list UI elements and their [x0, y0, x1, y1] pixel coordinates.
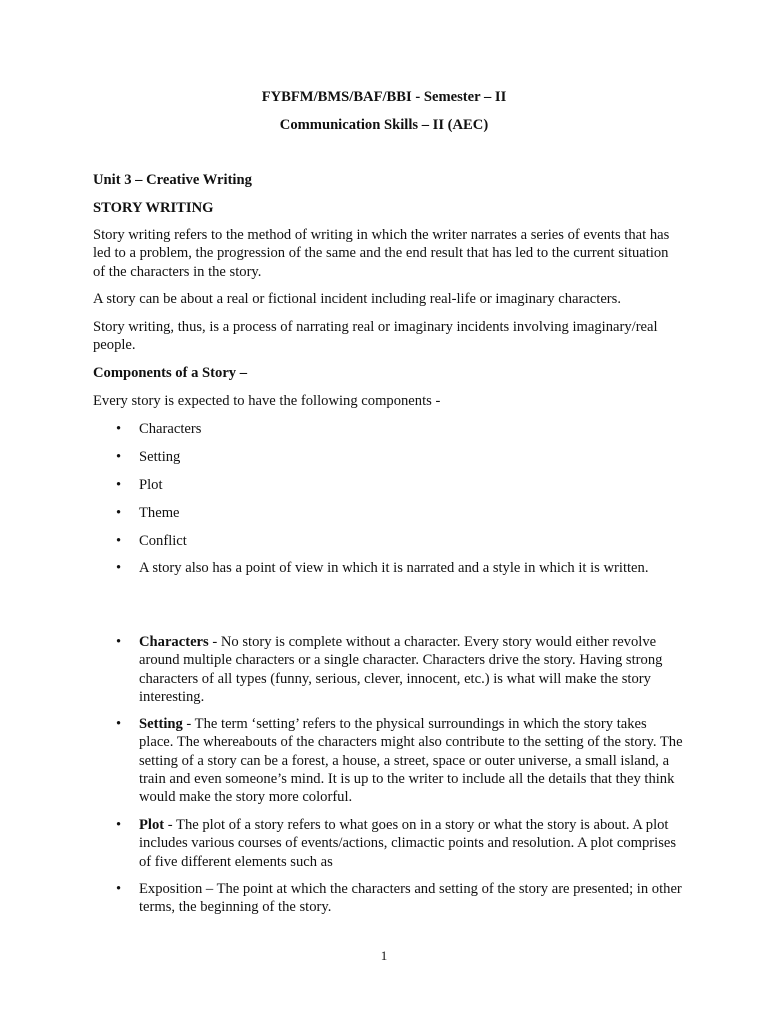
- list-item: A story also has a point of view in which it is narrated and a style in which it is written.: [139, 560, 649, 576]
- course-header: FYBFM/BMS/BAF/BBI - Semester – II: [261, 89, 507, 105]
- bullet-icon: •: [116, 505, 122, 521]
- list-item: Theme: [139, 505, 180, 521]
- section-title: STORY WRITING: [93, 200, 214, 216]
- detail-item-exposition: [139, 880, 684, 917]
- detail-text: Exposition – The point at which the characters and setting of the story are presented; in other terms, the beginning of the story.: [139, 881, 682, 916]
- detail-item-plot: [139, 816, 684, 871]
- bullet-icon: •: [116, 560, 122, 576]
- list-item: Characters: [139, 421, 202, 437]
- unit-title: Unit 3 – Creative Writing: [93, 172, 252, 188]
- page-number: 1: [380, 948, 388, 963]
- detail-text: - No story is complete without a character. Every story would either revolve around multiple characters or a single character. Characters drive the story. Having strong characters of all types (funny, serious, clever, innocent, etc.) is what will make the story interesting.: [139, 634, 663, 705]
- detail-term: Characters: [139, 634, 209, 650]
- components-heading: Components of a Story –: [93, 365, 248, 381]
- list-item: Plot: [139, 477, 163, 493]
- bullet-icon: •: [116, 881, 122, 897]
- bullet-icon: •: [116, 421, 122, 437]
- bullet-icon: •: [116, 533, 122, 549]
- detail-text: - The plot of a story refers to what goes on in a story or what the story is about. A plot includes various courses of events/actions, climactic points and resolution. A plot comprises of five different elements such as: [139, 817, 677, 870]
- detail-item-setting: [139, 715, 684, 806]
- detail-item-characters: [139, 633, 684, 706]
- paragraph: Story writing refers to the method of writing in which the writer narrates a series of events that has led to a problem, the progression of the same and the end result that has led to the current situation of the characters in the story.: [93, 227, 670, 280]
- detail-term: Plot: [139, 817, 165, 833]
- list-item: Setting: [139, 449, 181, 465]
- detail-term: Setting: [139, 716, 183, 732]
- list-item: Conflict: [139, 533, 187, 549]
- bullet-icon: •: [116, 477, 122, 493]
- paragraph: Story writing, thus, is a process of narrating real or imaginary incidents involving imaginary/real people.: [93, 319, 658, 354]
- course-subheader: Communication Skills – II (AEC): [279, 117, 489, 133]
- paragraph: A story can be about a real or fictional incident including real-life or imaginary characters.: [93, 291, 621, 307]
- bullet-icon: •: [116, 449, 122, 465]
- bullet-icon: •: [116, 634, 122, 650]
- components-intro: Every story is expected to have the following components -: [93, 393, 441, 409]
- bullet-icon: •: [116, 817, 122, 833]
- bullet-icon: •: [116, 716, 122, 732]
- detail-text: - The term ‘setting’ refers to the physical surroundings in which the story takes place. The whereabouts of the characters might also contribute to the setting of the story. The setting of a story can be a forest, a house, a street, space or outer universe, a small island, a train and even someone’s mind. It is up to the writer to include all the details that they think would make the story more colorful.: [139, 716, 683, 806]
